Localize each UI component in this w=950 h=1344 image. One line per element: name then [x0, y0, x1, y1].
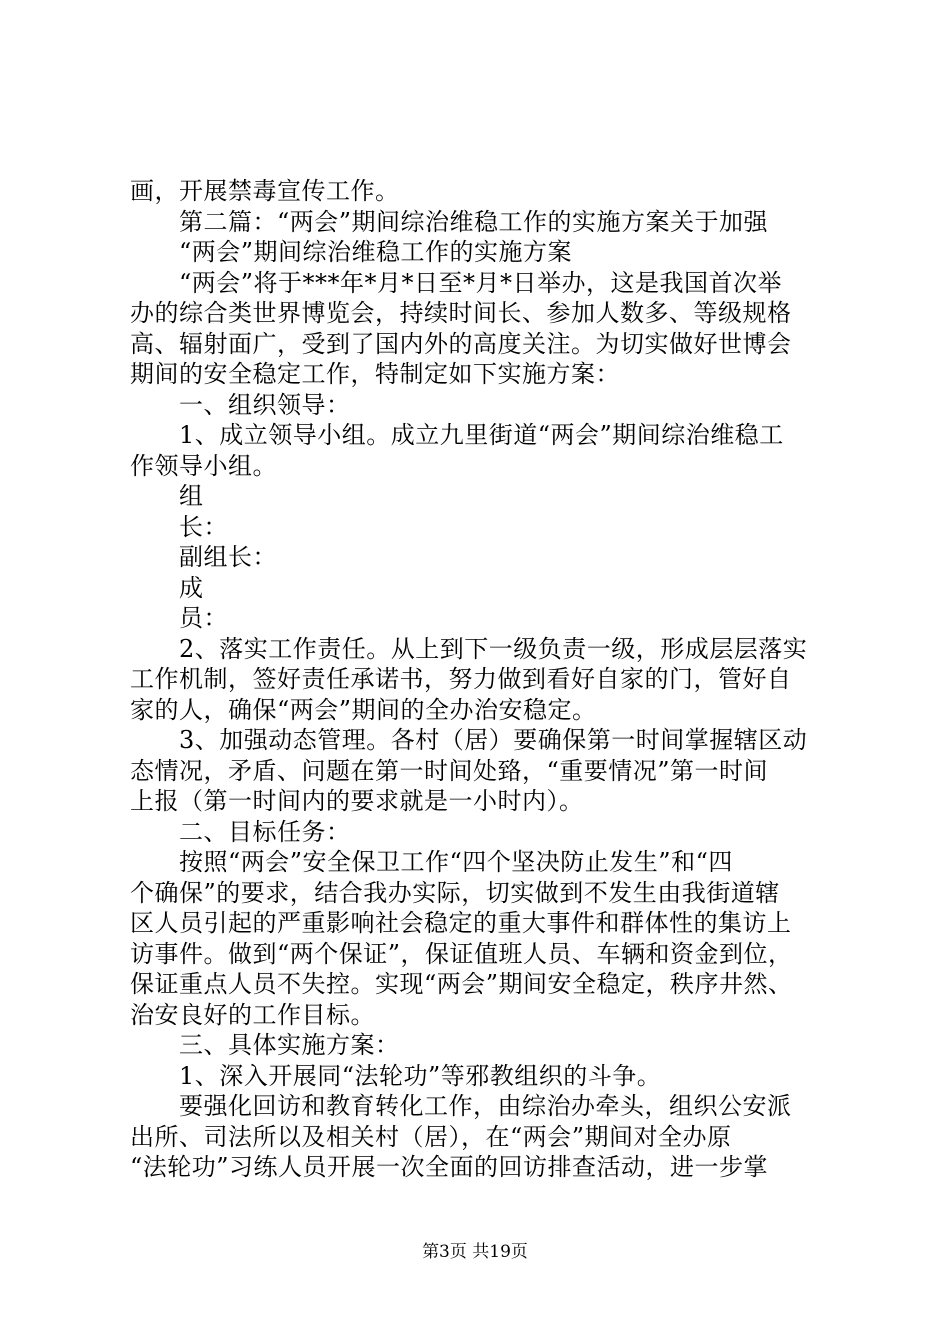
text-line: 画，开展禁毒宣传工作。 — [130, 177, 400, 205]
text-line: 访事件。做到“两个保证”，保证值班人员、车辆和资金到位， — [130, 939, 793, 968]
text-line: 保证重点人员不失控。实现“两会”期间安全稳定，秩序井然、 — [130, 970, 793, 998]
text-line: “两会”期间综治维稳工作的实施方案 — [130, 238, 573, 266]
text-line: 一、组织领导： — [130, 390, 351, 419]
text-line: 组 — [130, 482, 204, 510]
text-line: 态情况，矛盾、问题在第一时间处臵，“重要情况”第一时间 — [130, 756, 769, 785]
text-line: 三、具体实施方案： — [130, 1031, 400, 1059]
page-footer: 第3页 共19页 — [422, 1242, 528, 1262]
text-line: 员： — [130, 604, 228, 632]
text-line: 期间的安全稳定工作，特制定如下实施方案： — [130, 360, 620, 388]
text-line: 作领导小组。 — [130, 451, 277, 480]
text-line: 工作机制，签好责任承诺书，努力做到看好自家的门，管好自 — [130, 665, 792, 693]
text-line: 家的人，确保“两会”期间的全办治安稳定。 — [130, 695, 597, 724]
text-line: 2、落实工作责任。从上到下一级负责一级，形成层层落实 — [130, 634, 808, 663]
text-line: 长： — [130, 512, 228, 541]
text-line: 高、辐射面广，受到了国内外的高度关注。为切实做好世博会 — [130, 329, 792, 358]
text-line: 治安良好的工作目标。 — [130, 1000, 375, 1029]
text-line: 成 — [130, 573, 204, 602]
text-line: 第二篇：“两会”期间综治维稳工作的实施方案关于加强 — [130, 207, 769, 236]
text-line: 二、目标任务： — [130, 817, 351, 846]
text-line: “两会”将于***年*月*日至*月*日举办，这是我国首次举 — [130, 268, 783, 297]
text-line: 副组长： — [130, 543, 277, 571]
text-line: 1、成立领导小组。成立九里街道“两会”期间综治维稳工 — [130, 421, 784, 449]
text-line: 1、深入开展同“法轮功”等邪教组织的斗争。 — [130, 1061, 662, 1090]
text-line: 办的综合类世界博览会，持续时间长、参加人数多、等级规格 — [130, 299, 792, 327]
text-line: 出所、司法所以及相关村（居），在“两会”期间对全办原 — [130, 1122, 732, 1151]
text-line: “法轮功”习练人员开展一次全面的回访排查活动，进一步掌 — [130, 1153, 769, 1181]
text-line: 3、加强动态管理。各村（居）要确保第一时间掌握辖区动 — [130, 726, 808, 754]
text-line: 要强化回访和教育转化工作，由综治办牵头，组织公安派 — [130, 1092, 792, 1120]
text-line: 个确保”的要求，结合我办实际，切实做到不发生由我街道辖 — [130, 878, 780, 907]
text-line: 按照“两会”安全保卫工作“四个坚决防止发生”和“四 — [130, 848, 733, 876]
text-line: 上报（第一时间内的要求就是一小时内）。 — [130, 787, 584, 815]
text-line: 区人员引起的严重影响社会稳定的重大事件和群体性的集访上 — [130, 909, 792, 937]
